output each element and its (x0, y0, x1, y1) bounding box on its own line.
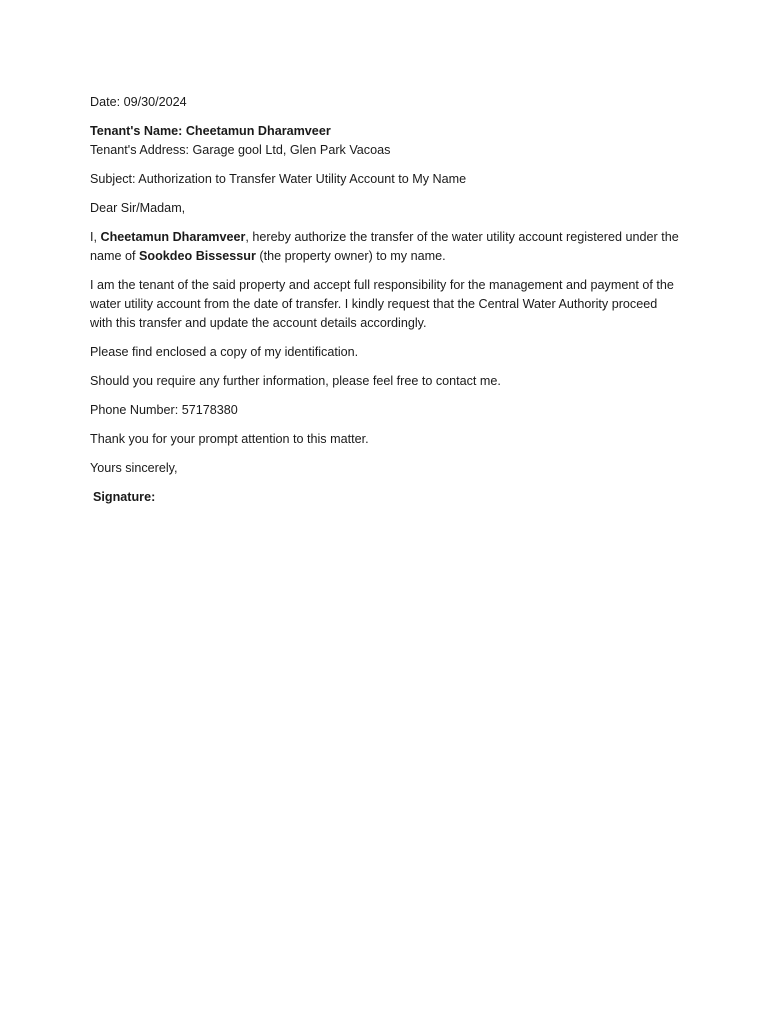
tenant-name: Tenant's Name: Cheetamun Dharamveer (90, 124, 331, 138)
tenant-address: Tenant's Address: Garage gool Ltd, Glen Park Vacoas (90, 143, 391, 157)
thanks-paragraph: Thank you for your prompt attention to this matter. (90, 432, 369, 446)
enclosure-paragraph: Please find enclosed a copy of my identification. (90, 345, 359, 359)
phone-number: Phone Number: 57178380 (90, 403, 238, 417)
letter-body (90, 93, 680, 507)
letter-subject: Subject: Authorization to Transfer Water Utility Account to My Name (90, 172, 467, 186)
signature-label: Signature: (93, 490, 156, 504)
para1-suffix: (the property owner) to my name. (255, 249, 446, 263)
para1-tenant-name: Cheetamun Dharamveer (100, 230, 246, 244)
authorization-paragraph (90, 228, 680, 266)
letter-date: Date: 09/30/2024 (90, 95, 187, 109)
closing: Yours sincerely, (90, 461, 178, 475)
para1-middle: , hereby authorize the transfer of the water utility account registered under the name of (90, 230, 679, 263)
para1-owner-name: Sookdeo Bissessur (139, 249, 256, 263)
responsibility-paragraph: I am the tenant of the said property and accept full responsibility for the management and payment of the water utility account from the date of transfer. I kindly request that the Central Water Authority proceed with this transfer and update the account details accordingly. (90, 278, 674, 330)
salutation: Dear Sir/Madam, (90, 201, 186, 215)
para1-prefix: I, (90, 230, 101, 244)
contact-paragraph: Should you require any further information, please feel free to contact me. (90, 374, 501, 388)
